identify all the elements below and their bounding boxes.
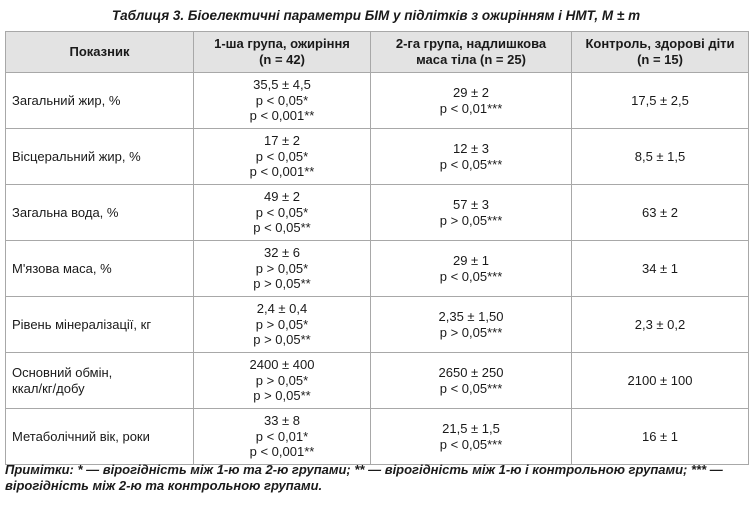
cell-group1: 2,4 ± 0,4 p > 0,05* p > 0,05** xyxy=(194,297,371,353)
bia-parameters-table xyxy=(5,31,749,465)
cell-indicator: Вісцеральний жир, % xyxy=(6,129,194,185)
cell-indicator: Рівень мінералізації, кг xyxy=(6,297,194,353)
cell-control: 16 ± 1 xyxy=(572,409,749,465)
cell-control: 2,3 ± 0,2 xyxy=(572,297,749,353)
cell-group2: 12 ± 3 p < 0,05*** xyxy=(371,129,572,185)
cell-group2: 21,5 ± 1,5 p < 0,05*** xyxy=(371,409,572,465)
table-row xyxy=(6,353,749,409)
header-group2: 2-га група, надлишкова маса тіла (n = 25) xyxy=(371,32,572,73)
table-row xyxy=(6,185,749,241)
cell-indicator: Загальна вода, % xyxy=(6,185,194,241)
cell-group1: 2400 ± 400 p > 0,05* p > 0,05** xyxy=(194,353,371,409)
table-notes: Примітки: * — вірогідність між 1-ю та 2-ю групами; ** — вірогідність між 1-ю і контрольною групами; *** — вірогідність між 2-ю та контрольною групами. xyxy=(5,462,723,493)
cell-indicator: М'язова маса, % xyxy=(6,241,194,297)
cell-group2: 29 ± 2 p < 0,01*** xyxy=(371,73,572,129)
table-row xyxy=(6,409,749,465)
cell-control: 34 ± 1 xyxy=(572,241,749,297)
cell-group1: 17 ± 2 p < 0,05* p < 0,001** xyxy=(194,129,371,185)
cell-group1: 35,5 ± 4,5 p < 0,05* p < 0,001** xyxy=(194,73,371,129)
cell-indicator: Основний обмін, ккал/кг/добу xyxy=(6,353,194,409)
cell-group2: 29 ± 1 p < 0,05*** xyxy=(371,241,572,297)
cell-indicator: Загальний жир, % xyxy=(6,73,194,129)
table-row xyxy=(6,241,749,297)
table-row xyxy=(6,73,749,129)
cell-control: 63 ± 2 xyxy=(572,185,749,241)
cell-group1: 32 ± 6 p > 0,05* p > 0,05** xyxy=(194,241,371,297)
header-indicator: Показник xyxy=(6,32,194,73)
cell-group1: 49 ± 2 p < 0,05* p < 0,05** xyxy=(194,185,371,241)
header-row xyxy=(6,32,749,73)
header-control: Контроль, здорові діти (n = 15) xyxy=(572,32,749,73)
cell-control: 17,5 ± 2,5 xyxy=(572,73,749,129)
table-row xyxy=(6,129,749,185)
table-row xyxy=(6,297,749,353)
header-group1: 1-ша група, ожиріння (n = 42) xyxy=(194,32,371,73)
cell-group2: 2650 ± 250 p < 0,05*** xyxy=(371,353,572,409)
cell-group2: 2,35 ± 1,50 p > 0,05*** xyxy=(371,297,572,353)
cell-group1: 33 ± 8 p < 0,01* p < 0,001** xyxy=(194,409,371,465)
cell-control: 2100 ± 100 xyxy=(572,353,749,409)
cell-control: 8,5 ± 1,5 xyxy=(572,129,749,185)
cell-group2: 57 ± 3 p > 0,05*** xyxy=(371,185,572,241)
cell-indicator: Метаболічний вік, роки xyxy=(6,409,194,465)
table-caption: Таблиця 3. Біоелектичні параметри БІМ у підлітків з ожирінням і НМТ, M ± m xyxy=(111,8,641,23)
